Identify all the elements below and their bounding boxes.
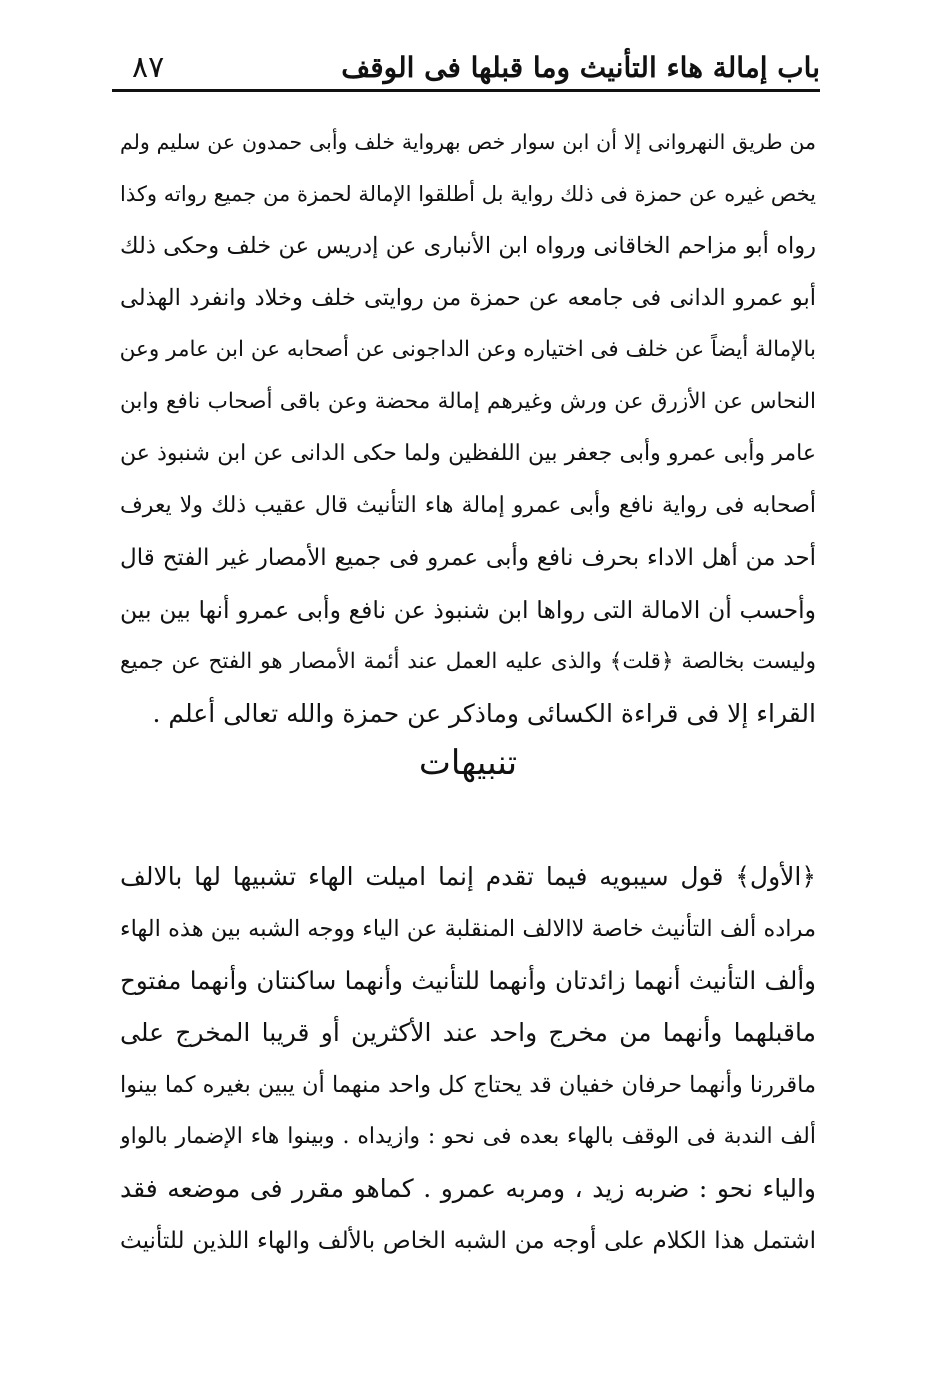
text-line: وأحسب أن الامالة التى رواها ابن شنبوذ عن نافع وأبى عمرو أنها بين بين [120, 596, 816, 624]
text-line: ماقررنا وأنهما حرفان خفيان قد يحتاج كل واحد منهما أن يبين بغيره كما بينوا [120, 1072, 816, 1098]
text-line: يخص غيره عن حمزة فى ذلك رواية بل أطلقوا الإمالة لحمزة من جميع رواته وكذا [120, 182, 816, 206]
paragraph-2 [120, 851, 816, 1267]
text-line: ألف الندبة فى الوقف بالهاء بعده فى نحو : وازيداه . وبينوا هاء الإضمار بالواو [120, 1124, 816, 1149]
page-number: ٨٧ [132, 50, 165, 85]
text-line: رواه أبو مزاحم الخاقانى ورواه ابن الأنبارى عن إدريس عن خلف وحكى ذلك [120, 233, 816, 259]
text-line: النحاس عن الأزرق عن ورش وغيرهم إمالة محضة وعن باقى أصحاب نافع وابن [120, 389, 816, 414]
text-line: القراء إلا فى قراءة الكسائى وماذكر عن حمزة والله تعالى أعلم . [152, 699, 816, 728]
text-line: والياء نحو : ضربه زيد ، ومربه عمرو . كماهو مقرر فى موضعه فقد [120, 1174, 816, 1203]
section-heading: تنبيهات [418, 743, 518, 783]
text-line: ﴿الأول﴾ قول سيبويه فيما تقدم إنما اميلت الهاء تشبيها لها بالالف [120, 862, 816, 891]
text-line: وليست بخالصة ﴿قلت﴾ والذى عليه العمل عند أئمة الأمصار هو الفتح عن جميع [120, 649, 816, 674]
text-line: بالإمالة أيضاً عن خلف فى اختياره وعن الداجونى عن أصحابه عن ابن عامر وعن [120, 337, 816, 362]
header-rule [112, 89, 820, 92]
page-header [112, 44, 820, 92]
text-line: أصحابه فى رواية نافع وأبى عمرو إمالة هاء التأنيث قال عقيب ذلك ولا يعرف [120, 493, 816, 518]
paragraph-1 [120, 116, 816, 740]
text-line: أحد من أهل الاداء بحرف نافع وأبى عمرو فى جميع الأمصار غير الفتح قال [120, 545, 816, 571]
text-line: من طريق النهروانى إلا أن ابن سوار خص بهرواية خلف وأبى حمدون عن سليم ولم [120, 130, 816, 154]
text-line: ماقبلهما وأنهما من مخرج واحد عند الأكثرين أو قريبا المخرج على [120, 1018, 816, 1047]
text-line: مراده ألف التأنيث خاصة لاالالف المنقلبة عن الياء ووجه الشبه بين هذه الهاء [120, 916, 816, 942]
text-line: اشتمل هذا الكلام على أوجه من الشبه الخاص بالألف والهاء اللذين للتأنيث [120, 1228, 816, 1254]
running-title: باب إمالة هاء التأنيث وما قبلها فى الوقف [341, 51, 820, 84]
text-line: وألف التأنيث أنهما زائدتان وأنهما للتأنيث وأنهما ساكنتان وأنهما مفتوح [120, 966, 816, 995]
text-line: عامر وأبى عمرو وأبى جعفر بين اللفظين ولما حكى الدانى عن ابن شنبوذ عن [120, 441, 816, 466]
text-line: أبو عمرو الدانى فى جامعه عن حمزة من روايتى خلف وخلاد وانفرد الهذلى [120, 285, 816, 311]
